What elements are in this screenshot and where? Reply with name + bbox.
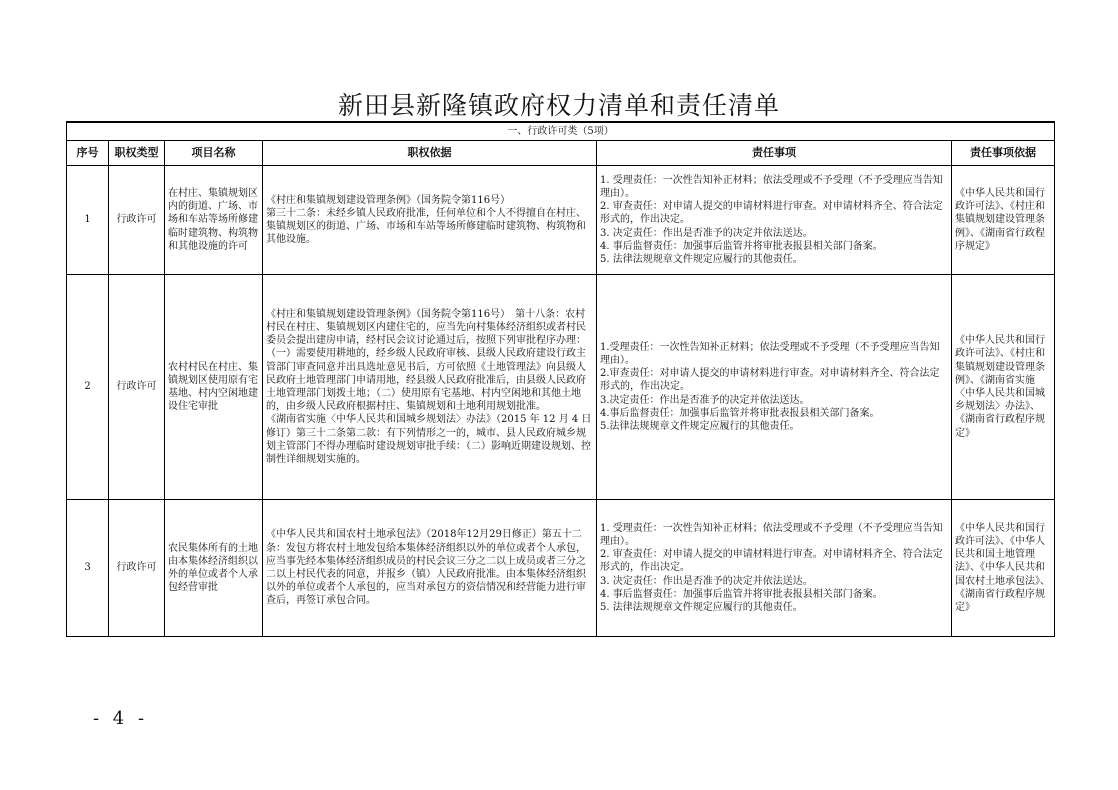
column-header-row bbox=[67, 141, 1055, 166]
resp-item: 4.事后监督责任：加强事后监管并将审批表报县相关部门备案。 bbox=[600, 407, 880, 419]
resp-item: 5. 法律法规规章文件规定应履行的其他责任。 bbox=[600, 254, 803, 265]
row-type: 行政许可 bbox=[109, 500, 165, 637]
header-type: 职权类型 bbox=[109, 141, 165, 166]
section-title: 一、行政许可类（5项） bbox=[67, 122, 1055, 141]
header-resp-basis: 责任事项依据 bbox=[952, 141, 1055, 166]
row-resp-basis: 《中华人民共和国行政许可法》、《中华人民共和国土地管理法》、《中华人民共和国农村土地承包法》、《湖南省行政程序规定》 bbox=[952, 500, 1055, 637]
basis-paragraph: 《村庄和集镇规划建设管理条例》（国务院令第116号） 第十八条：农村村民在村庄、集镇规划区内建住宅的，应当先向村集体经济组织或者村民委员会提出建房申请，经村民会议讨论通过后，按照下列审批程序办理：（一）需要使用耕地的，经乡级人民政府审核、县级人民政府建设行政主管部门审查同意并出具选址意见书后，方可依照《土地管理法》向县级人民政府土地管理部门申请用地，经县级人民政府批准后，由县级人民政府土地管理部门划拨土地；（二）使用原有宅基地、村内空闲地和其他土地的，由乡级人民政府根据村庄、集镇规划和土地利用规划批准。 bbox=[266, 308, 586, 413]
resp-item: 4. 事后监督责任：加强事后监管并将审批表报县相关部门备案。 bbox=[600, 240, 883, 252]
resp-item: 1. 受理责任：一次性告知补正材料；依法受理或不予受理（不予受理应当告知理由）。 bbox=[600, 174, 943, 199]
basis-paragraph: 《湖南省实施〈中华人民共和国城乡规划法〉办法》（2015 年 12 月 4 日修订）第三十二条第二款：有下列情形之一的，城市、县人民政府城乡规划主管部门不得办理临时建设规划审批手续：（二）影响近期建设规划、控制性详细规划实施的。 bbox=[266, 414, 592, 466]
row-responsibilities bbox=[597, 500, 952, 637]
resp-item: 2. 审查责任：对申请人提交的申请材料进行审查。对申请材料齐全、符合法定形式的，作出决定。 bbox=[600, 201, 943, 226]
row-resp-basis: 《中华人民共和国行政许可法》、《村庄和集镇规划建设管理条例》、《湖南省实施〈中华人民共和国城乡规划法〉办法》、《湖南省行政程序规定》 bbox=[952, 275, 1055, 500]
table-row bbox=[67, 500, 1055, 637]
row-responsibilities bbox=[597, 166, 952, 275]
header-name: 项目名称 bbox=[165, 141, 263, 166]
basis-paragraph: 第三十二条：未经乡镇人民政府批准，任何单位和个人不得擅自在村庄、集镇规划区的街道、广场、市场和车站等场所修建临时建筑物、构筑物和其他设施。 bbox=[266, 207, 586, 246]
resp-item: 3. 决定责任：作出是否准予的决定并依法送达。 bbox=[600, 227, 813, 239]
row-name: 农村村民在村庄、集镇规划区使用原有宅基地、村内空闲地建设住宅审批 bbox=[165, 275, 263, 500]
row-responsibilities bbox=[597, 275, 952, 500]
resp-item: 2.审查责任：对申请人提交的申请材料进行审查。对申请材料齐全、符合法定形式的，作出决定。 bbox=[600, 368, 940, 393]
resp-item: 3.决定责任：作出是否准予的决定并依法送达。 bbox=[600, 394, 810, 406]
row-name: 在村庄、集镇规划区内的街道、广场、市场和车站等场所修建临时建筑物、构筑物和其他设施的许可 bbox=[165, 166, 263, 275]
row-type: 行政许可 bbox=[109, 166, 165, 275]
header-basis: 职权依据 bbox=[263, 141, 597, 166]
resp-item: 1. 受理责任：一次性告知补正材料；依法受理或不予受理（不予受理应当告知理由）。 bbox=[600, 522, 943, 547]
resp-item: 4. 事后监督责任：加强事后监管并将审批表报县相关部门备案。 bbox=[600, 588, 883, 600]
row-num: 1 bbox=[67, 166, 109, 275]
resp-item: 1.受理责任：一次性告知补正材料；依法受理或不予受理（不予受理应当告知理由）。 bbox=[600, 341, 940, 366]
section-header-row bbox=[67, 122, 1055, 141]
basis-paragraph: 《中华人民共和国农村土地承包法》（2018年12月29日修正）第五十二条：发包方将农村土地发包给本集体经济组织以外的单位或者个人承包，应当事先经本集体经济组织成员的村民会议三分之二以上成员或者三分之二以上村民代表的同意，并报乡（镇）人民政府批准。由本集体经济组织以外的单位或者个人承包的，应当对承包方的资信情况和经营能力进行审查后，再签订承包合同。 bbox=[266, 529, 586, 607]
resp-item: 2. 审查责任：对申请人提交的申请材料进行审查。对申请材料齐全、符合法定形式的，作出决定。 bbox=[600, 549, 943, 574]
row-basis bbox=[263, 275, 597, 500]
power-list-table bbox=[66, 121, 1055, 637]
page-title: 新田县新隆镇政府权力清单和责任清单 bbox=[337, 91, 780, 120]
basis-paragraph: 《村庄和集镇规划建设管理条例》（国务院令第116号） bbox=[266, 194, 511, 206]
header-resp: 责任事项 bbox=[597, 141, 952, 166]
header-num: 序号 bbox=[67, 141, 109, 166]
row-num: 2 bbox=[67, 275, 109, 500]
row-num: 3 bbox=[67, 500, 109, 637]
resp-item: 3. 决定责任：作出是否准予的决定并依法送达。 bbox=[600, 575, 813, 587]
page-number: - 4 - bbox=[93, 708, 149, 729]
table-row bbox=[67, 275, 1055, 500]
row-type: 行政许可 bbox=[109, 275, 165, 500]
row-name: 农民集体所有的土地由本集体经济组织以外的单位或者个人承包经营审批 bbox=[165, 500, 263, 637]
row-basis bbox=[263, 500, 597, 637]
resp-item: 5. 法律法规规章文件规定应履行的其他责任。 bbox=[600, 602, 803, 613]
row-basis bbox=[263, 166, 597, 275]
resp-item: 5.法律法规规章文件规定应履行的其他责任。 bbox=[600, 421, 800, 432]
row-resp-basis: 《中华人民共和国行政许可法》、《村庄和集镇规划建设管理条例》、《湖南省行政程序规定》 bbox=[952, 166, 1055, 275]
table-row bbox=[67, 166, 1055, 275]
